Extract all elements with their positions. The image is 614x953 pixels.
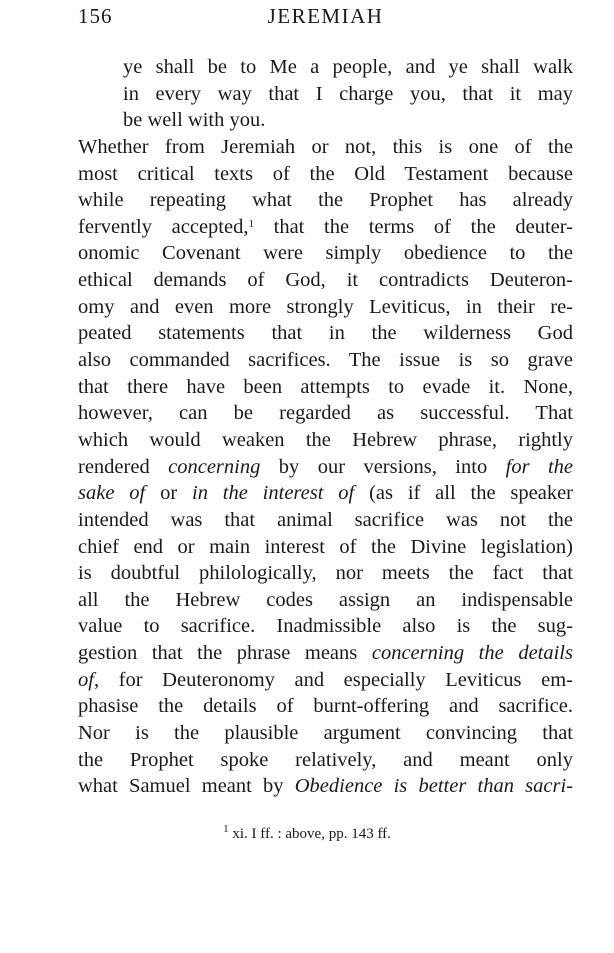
text-line	[78, 214, 573, 241]
text-segment: fervently accepted,	[78, 215, 249, 238]
text-segment: chief end or main interest of the Divine legislation)	[78, 535, 573, 558]
footnote-marker: 1	[223, 823, 229, 835]
text-segment: is doubtful philologically, nor meets the fact that	[78, 562, 573, 585]
text-segment: Whether from Jeremiah or not, this is one of the	[78, 135, 573, 158]
text-line	[78, 667, 573, 694]
text-line	[78, 347, 573, 374]
text-segment: omy and even more strongly Leviticus, in their re-	[78, 295, 573, 318]
text-segment: however, can be regarded as successful. That	[78, 402, 573, 425]
text-segment: phasise the details of burnt-offering and sacrifice.	[78, 695, 573, 718]
text-segment: by our versions, into	[260, 455, 506, 478]
text-segment: while repeating what the Prophet has already	[78, 189, 573, 212]
footnote-reference: 1	[248, 217, 254, 230]
quote-line	[123, 54, 573, 81]
page-number: 156	[78, 4, 113, 28]
text-segment: Nor is the plausible argument convincing that	[78, 722, 573, 745]
text-line	[78, 480, 573, 507]
text-line	[78, 427, 573, 454]
text-line	[78, 187, 573, 214]
text-line	[78, 507, 573, 534]
text-line	[78, 294, 573, 321]
text-segment: rendered	[78, 455, 169, 478]
text-segment: that the terms of the deuter-	[253, 215, 573, 238]
text-line	[78, 240, 573, 267]
text-segment: which would weaken the Hebrew phrase, rightly	[78, 428, 573, 451]
text-segment: ethical demands of God, it contradicts Deuteron-	[78, 269, 573, 292]
text-line	[78, 161, 573, 188]
text-line	[78, 267, 573, 294]
text-line	[78, 454, 573, 481]
text-line	[78, 720, 573, 747]
text-line	[78, 560, 573, 587]
italic-text: concerning	[168, 455, 261, 478]
text-segment: most critical texts of the Old Testament because	[78, 162, 573, 185]
text-segment: also commanded sacrifices. The issue is so grave	[78, 349, 573, 372]
text-line	[78, 534, 573, 561]
text-segment: , for Deuteronomy and especially Leviticus em-	[93, 668, 573, 691]
quote-line	[123, 107, 573, 134]
text-line	[78, 320, 573, 347]
text-segment: peated statements that in the wilderness God	[78, 322, 573, 345]
text-line	[78, 374, 573, 401]
italic-text: of	[78, 668, 94, 691]
text-line	[78, 693, 573, 720]
italic-text: in the interest of	[192, 482, 355, 505]
text-line	[78, 773, 573, 800]
italic-text: sake of	[78, 482, 146, 505]
text-segment: intended was that animal sacrifice was not the	[78, 508, 573, 531]
quote-line	[123, 81, 573, 108]
text-segment: onomic Covenant were simply obedience to the	[78, 242, 573, 265]
text-segment: in every way that I charge you, that it may	[123, 82, 573, 105]
body-text	[78, 54, 573, 800]
text-segment: be well with you.	[123, 109, 266, 132]
text-segment: ye shall be to Me a people, and ye shall walk	[123, 56, 573, 78]
text-line	[78, 640, 573, 667]
running-title: JEREMIAH	[267, 4, 384, 28]
text-segment: that there have been attempts to evade it. None,	[78, 375, 573, 398]
text-segment: (as if all the speaker	[354, 482, 574, 505]
text-segment: all the Hebrew codes assign an indispensable	[78, 588, 573, 611]
text-line	[78, 587, 573, 614]
running-header	[78, 4, 573, 34]
text-segment: the Prophet spoke relatively, and meant only	[78, 748, 573, 771]
text-line	[78, 747, 573, 774]
italic-text: Obedience is better than sacri-	[294, 775, 573, 798]
text-segment: what Samuel meant by	[78, 775, 295, 798]
footnote	[38, 823, 576, 843]
text-line	[78, 400, 573, 427]
text-segment: value to sacrifice. Inadmissible also is the sug-	[78, 615, 573, 638]
text-line	[78, 134, 573, 161]
text-line	[78, 613, 573, 640]
text-segment: or	[145, 482, 192, 505]
footnote-text: xi. I ff. : above, pp. 143 ff.	[228, 826, 391, 842]
italic-text: for the	[505, 455, 574, 478]
italic-text: concerning the details	[371, 642, 573, 665]
text-segment: gestion that the phrase means	[78, 642, 372, 665]
